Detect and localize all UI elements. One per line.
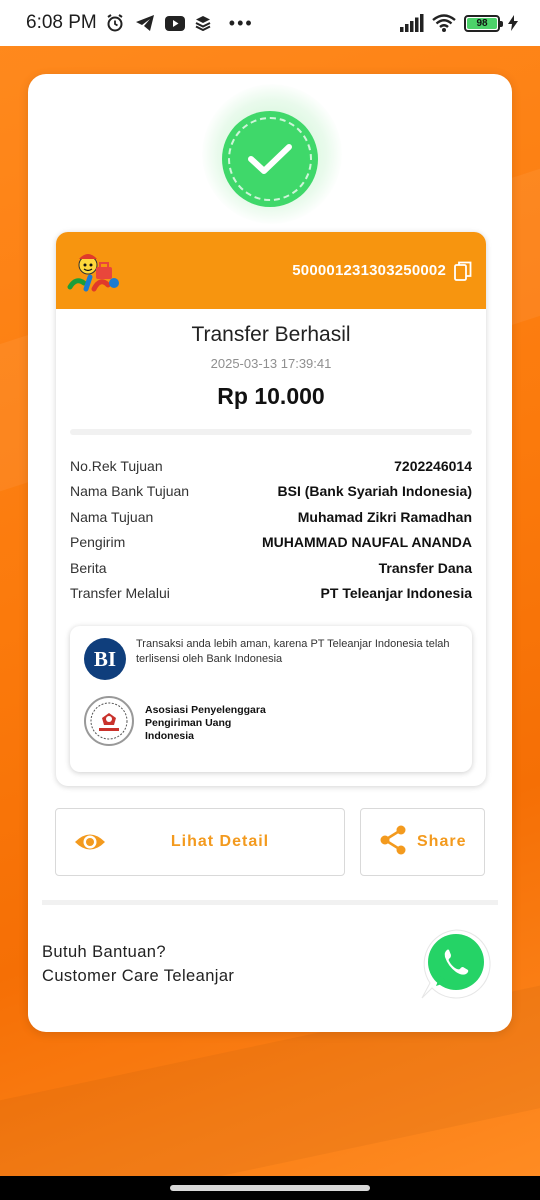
help-subtitle: Customer Care Teleanjar: [42, 967, 235, 985]
home-gesture-handle[interactable]: [170, 1185, 370, 1191]
detail-row-via: [70, 581, 472, 607]
detail-value: Transfer Dana: [378, 559, 472, 576]
appui-logo: [84, 696, 134, 746]
detail-row-bank: [70, 479, 472, 505]
view-detail-label: Lihat Detail: [170, 833, 270, 850]
detail-row-message: [70, 555, 472, 581]
detail-row-account: [70, 453, 472, 479]
detail-row-sender: [70, 530, 472, 556]
transfer-amount: Rp 10.000: [217, 383, 325, 409]
appui-name: [145, 704, 305, 743]
system-icons: [400, 14, 518, 32]
system-navigation-bar: [0, 1176, 540, 1200]
detail-value: Muhamad Zikri Ramadhan: [297, 508, 472, 525]
reference-number: 500001231303250002: [292, 262, 446, 279]
detail-value: BSI (Bank Syariah Indonesia): [277, 483, 472, 500]
status-bar: [0, 0, 540, 46]
appui-name-line: Asosiasi Penyelenggara: [145, 704, 266, 716]
detail-label: No.Rek Tujuan: [70, 457, 163, 474]
appui-name-line: Indonesia: [145, 730, 195, 742]
help-title: Butuh Bantuan?: [42, 943, 166, 961]
charging-icon: [508, 15, 518, 31]
divider: [70, 429, 472, 435]
help-section: [42, 940, 234, 988]
detail-value: PT Teleanjar Indonesia: [320, 585, 472, 602]
license-info-box: [70, 626, 472, 772]
whatsapp-icon: [418, 926, 494, 1002]
youtube-icon: [165, 16, 185, 31]
transfer-status-title: Transfer Berhasil: [191, 323, 351, 346]
success-badge: [222, 111, 318, 207]
view-detail-button[interactable]: [55, 808, 345, 876]
detail-label: Nama Tujuan: [70, 508, 154, 525]
bank-indonesia-logo: BI: [84, 638, 126, 680]
detail-value: 7202246014: [394, 457, 472, 474]
stack-icon: [195, 15, 211, 31]
status-time: 6:08 PM: [26, 12, 97, 33]
detail-label: Pengirim: [70, 534, 126, 551]
notification-icons: [105, 13, 254, 33]
whatsapp-button[interactable]: [418, 926, 494, 1002]
alarm-icon: [105, 13, 125, 33]
appui-name-line: Pengiriman Uang: [145, 717, 232, 729]
battery-level: 98: [467, 18, 497, 29]
detail-label: Berita: [70, 559, 107, 576]
share-label: Share: [417, 833, 467, 850]
receipt: [56, 232, 486, 786]
divider: [42, 900, 498, 905]
transfer-details: [70, 453, 472, 606]
telegram-icon: [135, 14, 155, 32]
transfer-date: 2025-03-13 17:39:41: [210, 356, 332, 371]
detail-row-recipient: [70, 504, 472, 530]
battery-icon: [464, 15, 500, 32]
transaction-card: [28, 74, 512, 1032]
checkmark-icon: [246, 141, 294, 177]
detail-value: MUHAMMAD NAUFAL ANANDA: [262, 534, 472, 551]
signal-icon: [400, 14, 424, 32]
detail-label: Nama Bank Tujuan: [70, 483, 190, 500]
receipt-header: [56, 232, 486, 309]
share-button[interactable]: [360, 808, 485, 876]
share-icon: [379, 825, 407, 860]
copy-icon[interactable]: [454, 261, 472, 281]
detail-label: Transfer Melalui: [70, 585, 170, 602]
sipedas-logo: [66, 243, 122, 299]
wifi-icon: [432, 14, 456, 32]
license-notice: Transaksi anda lebih aman, karena PT Teleanjar Indonesia telah terlisensi oleh Bank Indonesia: [136, 638, 450, 665]
more-notifications-icon: •••: [228, 13, 254, 33]
